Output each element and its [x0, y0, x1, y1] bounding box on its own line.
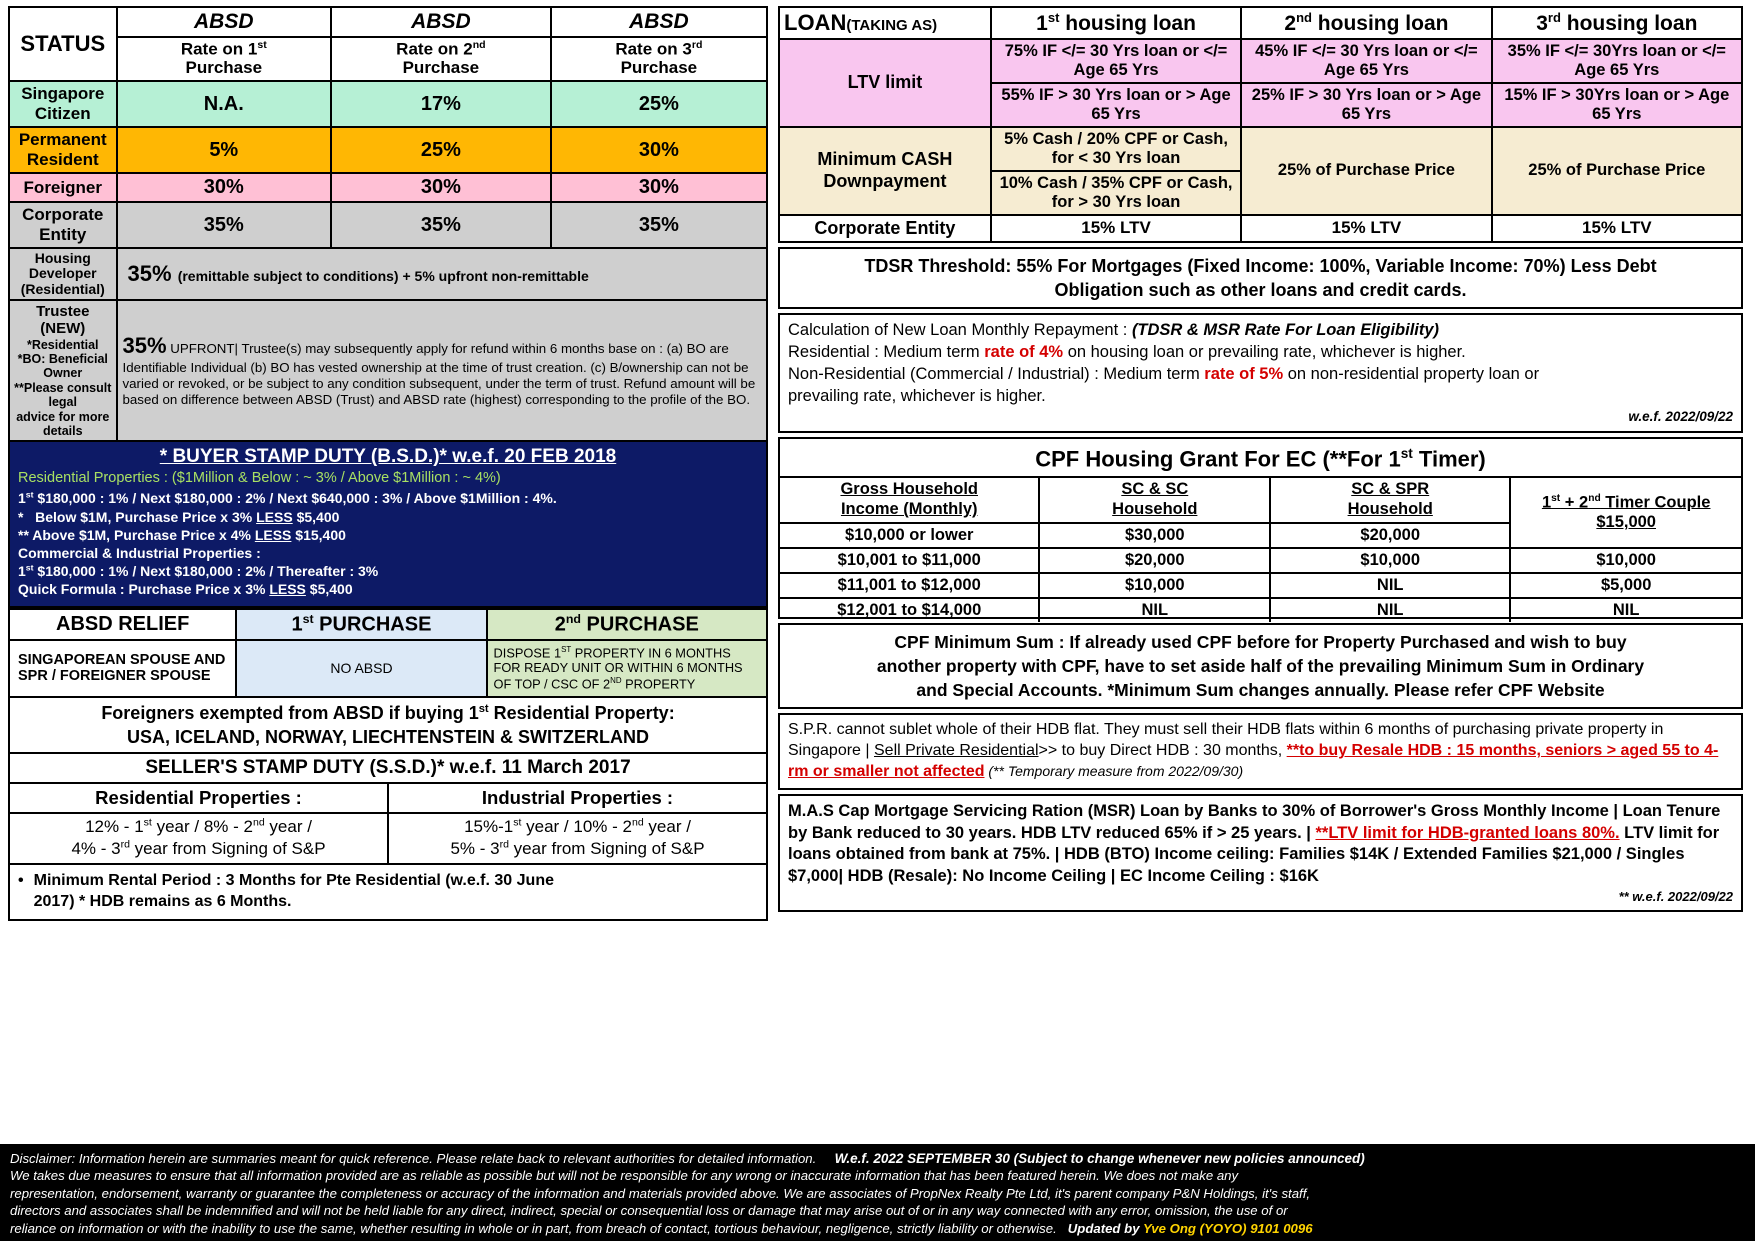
grant-r4-income: $12,001 to $14,000 — [780, 598, 1039, 622]
absd-label-3: ABSD — [551, 7, 767, 37]
fr-rate-3: 30% — [551, 173, 767, 202]
table-row — [779, 39, 1742, 83]
ce-rate-2: 35% — [331, 202, 551, 248]
trustee-value: 35% UPFRONT| Trustee(s) may subsequently apply for refund within 6 months base on : (a) BO are Identifiable Individual (b) BO has vested ownership at the time of trust creation. (c) B/ownership can not be varied or revoked, or be subject to any condition subsequent, under the term of trust. Refund amount will be based on difference between ABSD (Trust) and ABSD rate (highest) corresponding to the profile of the BO. — [117, 300, 767, 441]
spr-note-c: >> to buy Direct HDB : 30 months, — [1038, 742, 1287, 760]
mas-note-highlight: **LTV limit for HDB-granted loans 80%. — [1315, 823, 1620, 842]
disclaimer-line-3: representation, endorsement, warranty or guarantee the completeness or accuracy of the information and materials provided above. We are associates of PropNex Realty Pte Ltd, it's parent company P&N Holdings, it's staff, — [10, 1185, 1311, 1201]
bsd-line-5: 1st $180,000 : 1% / Next $180,000 : 2% / Thereafter : 3% — [18, 562, 379, 580]
table-row — [9, 813, 767, 863]
absd-header-row-2 — [9, 37, 767, 81]
table-row — [780, 548, 1741, 573]
spr-note-temp: (** Temporary measure from 2022/09/30) — [984, 762, 1244, 779]
right-column — [778, 6, 1743, 912]
table-row — [779, 127, 1742, 171]
disclaimer-bar — [0, 1144, 1755, 1241]
loan-corporate-entity-label: Corporate Entity — [779, 215, 991, 242]
relief-header-row — [9, 609, 767, 640]
grant-r2-income: $10,001 to $11,000 — [780, 548, 1039, 573]
fr-rate-1: 30% — [117, 173, 332, 202]
cash-1-b: 10% Cash / 35% CPF or Cash, for > 30 Yrs loan — [991, 171, 1241, 215]
ssd-residential-values: 12% - 1st year / 8% - 2nd year / 4% - 3rd year from Signing of S&P — [9, 813, 388, 863]
absd-col-head-2: Rate on 2nd Purchase — [331, 37, 551, 81]
buyer-stamp-duty-block — [8, 442, 768, 608]
loan-col-1: 1st housing loan — [991, 7, 1241, 39]
cash-2: 25% of Purchase Price — [1241, 127, 1491, 215]
mas-note-a: M.A.S Cap Mortgage Servicing Ration (MSR) Loan by Banks to 30% of Borrower's Gross Monthly Income | Loan Tenure by Bank reduced to 30 years. HDB LTV reduced 65% if > 25 years. | — [788, 801, 1721, 842]
ltv-3-a: 35% IF </= 30Yrs loan or </= Age 65 Yrs — [1492, 39, 1742, 83]
disclaimer-line-5: reliance on information or with the inability to use the same, whether resulting in whole or in part, from breach of contact, tortious behaviour, negligence, strictly liability or otherwise. Updated by Yve Ong (YOYO) 9101 0096 — [10, 1220, 1313, 1236]
pr-rate-2: 25% — [331, 127, 551, 173]
mas-wef: ** w.e.f. 2022/09/22 — [1618, 888, 1733, 904]
table-row — [9, 300, 767, 441]
relief-second-purchase-value: DISPOSE 1ST PROPERTY IN 6 MONTHS FOR READY UNIT OR WITHIN 6 MONTHS OF TOP / CSC OF 2ND PROPERTY — [487, 640, 767, 697]
absd-relief-table — [8, 608, 768, 697]
grant-r1-scsc: $30,000 — [1039, 523, 1270, 548]
foreigner-exempt-band — [8, 698, 768, 755]
housing-developer-value: 35% (remittable subject to conditions) + 5% upfront non-remittable — [117, 248, 767, 300]
cpf-grant-table — [780, 476, 1741, 622]
exempt-line-2: USA, ICELAND, NORWAY, LIECHTENSTEIN & SWITZERLAND — [126, 727, 650, 748]
bsd-line-2: * Below $1M, Purchase Price x 3% LESS $5,400 — [18, 508, 340, 525]
table-row — [9, 202, 767, 248]
absd-header-row-1 — [9, 7, 767, 37]
loan-col-2: 2nd housing loan — [1241, 7, 1491, 39]
grant-header-row — [780, 477, 1741, 523]
ssd-residential-header: Residential Properties : — [9, 784, 388, 813]
grant-r3-scspr: NIL — [1270, 573, 1510, 598]
grant-r4-couple: NIL — [1510, 598, 1741, 622]
calc-line-2: Residential : Medium term rate of 4% on housing loan or prevailing rate, whichever is higher. — [788, 343, 1466, 362]
sc-rate-2: 17% — [331, 81, 551, 127]
author-credit: Yve Ong (YOYO) 9101 0096 — [1142, 1220, 1313, 1236]
status-singapore-citizen: Singapore Citizen — [9, 81, 117, 127]
bsd-line-6: Quick Formula : Purchase Price x 3% LESS $5,400 — [18, 581, 353, 598]
ltv-2-a: 45% IF </= 30 Yrs loan or </= Age 65 Yrs — [1241, 39, 1491, 83]
tdsr-line-1: TDSR Threshold: 55% For Mortgages (Fixed Income: 100%, Variable Income: 70%) Less Debt — [864, 255, 1657, 276]
disclaimer-line-4: directors and associates shall be indemnified and will not be held liable for any direct, indirect, special or consequential loss or damage that may arise out of or in any way connected with any error, omission, the use of or — [10, 1203, 1288, 1219]
ssd-table — [8, 784, 768, 864]
sc-rate-3: 25% — [551, 81, 767, 127]
relief-second-purchase-header: 2nd PURCHASE — [487, 609, 767, 640]
table-row — [9, 248, 767, 300]
spr-note-a: S.P.R. cannot sublet whole of their HDB flat. They must sell their HDB flats within 6 months of purchasing private property in Singapore | — [788, 721, 1664, 760]
grant-r1-scspr: $20,000 — [1270, 523, 1510, 548]
absd-label-1: ABSD — [117, 7, 332, 37]
ssd-industrial-values: 15%-1st year / 10% - 2nd year / 5% - 3rd year from Signing of S&P — [388, 813, 767, 863]
calc-line-4: prevailing rate, whichever is higher. — [788, 387, 1046, 406]
table-row — [9, 81, 767, 127]
pr-rate-1: 5% — [117, 127, 332, 173]
cash-3: 25% of Purchase Price — [1492, 127, 1742, 215]
mas-msr-note-box — [778, 794, 1743, 912]
grant-head-sc-spr: SC & SPR Household — [1270, 477, 1510, 523]
grant-r3-couple: $5,000 — [1510, 573, 1741, 598]
bullet-icon: • — [18, 871, 24, 889]
grant-r1-income: $10,000 or lower — [780, 523, 1039, 548]
absd-status-header: STATUS — [9, 7, 117, 81]
grant-r2-couple: $10,000 — [1510, 548, 1741, 573]
grant-r4-scspr: NIL — [1270, 598, 1510, 622]
tdsr-line-2: Obligation such as other loans and credit cards. — [1054, 280, 1467, 301]
cpf-min-line-2: another property with CPF, have to set aside half of the prevailing Minimum Sum in Ordinary — [876, 656, 1645, 677]
ssd-title: SELLER'S STAMP DUTY (S.S.D.)* w.e.f. 11 March 2017 — [8, 754, 768, 784]
grant-head-sc-sc: SC & SC Household — [1039, 477, 1270, 523]
loan-ce-3: 15% LTV — [1492, 215, 1742, 242]
calc-line-3: Non-Residential (Commercial / Industrial) : Medium term rate of 5% on non-residential property loan or — [788, 365, 1540, 384]
ce-rate-1: 35% — [117, 202, 332, 248]
bsd-residential-summary: Residential Properties : ($1Million & Below : ~ 3% / Above $1Million : ~ 4%) — [18, 470, 501, 487]
spr-note-link[interactable]: Sell Private Residential — [874, 742, 1039, 760]
grant-r4-scsc: NIL — [1039, 598, 1270, 622]
spr-note-highlight: **to buy Resale HDB : 15 months, seniors > aged 55 to 4-rm or smaller not affected — [788, 742, 1719, 780]
ce-rate-3: 35% — [551, 202, 767, 248]
min-cash-downpayment-label: Minimum CASH Downpayment — [779, 127, 991, 215]
bsd-line-4: Commercial & Industrial Properties : — [18, 544, 261, 561]
exempt-line-1: Foreigners exempted from ABSD if buying 1st Residential Property: — [101, 702, 675, 723]
tdsr-threshold-box — [778, 247, 1743, 310]
sc-rate-1: N.A. — [117, 81, 332, 127]
bsd-line-3: ** Above $1M, Purchase Price x 4% LESS $15,400 — [18, 526, 346, 543]
loan-col-3: 3rd housing loan — [1492, 7, 1742, 39]
cpf-grant-title: CPF Housing Grant For EC (**For 1st Timer) — [1035, 446, 1486, 472]
relief-row-label: SINGAPOREAN SPOUSE AND SPR / FOREIGNER SPOUSE — [9, 640, 236, 697]
left-column — [8, 6, 768, 921]
cpf-min-line-3: and Special Accounts. *Minimum Sum changes annually. Please refer CPF Website — [916, 680, 1605, 701]
loan-ce-1: 15% LTV — [991, 215, 1241, 242]
loan-ltv-table — [778, 6, 1743, 243]
grant-r3-income: $11,001 to $12,000 — [780, 573, 1039, 598]
status-housing-developer: Housing Developer (Residential) — [9, 248, 117, 300]
ltv-3-b: 15% IF > 30Yrs loan or > Age 65 Yrs — [1492, 83, 1742, 127]
calc-wef: w.e.f. 2022/09/22 — [1628, 409, 1733, 425]
pr-rate-3: 30% — [551, 127, 767, 173]
disclaimer-line-2: We takes due measures to ensure that all information provided are as reliable as possible but will not be responsible for any wrong or inaccurate information that has been featured herein. We does not make any — [10, 1168, 1239, 1184]
cpf-grant-box — [778, 437, 1743, 619]
ssd-industrial-header: Industrial Properties : — [388, 784, 767, 813]
grant-head-income: Gross Household Income (Monthly) — [780, 477, 1039, 523]
spr-hdb-note-box — [778, 713, 1743, 789]
table-row — [779, 215, 1742, 242]
relief-title: ABSD RELIEF — [9, 609, 236, 640]
grant-r2-scsc: $20,000 — [1039, 548, 1270, 573]
fr-rate-2: 30% — [331, 173, 551, 202]
loan-corner-header: LOAN(TAKING AS) — [779, 7, 991, 39]
mas-note-c: LTV limit for loans obtained from bank at 75%. | HDB (BTO) Income ceiling: Families $14K / Extended Families $21,000 / Singles $7,000| HDB (Resale): No Income Ceiling | EC Income Ceiling : $16K — [788, 823, 1720, 886]
table-row — [780, 598, 1741, 622]
ltv-1-a: 75% IF </= 30 Yrs loan or </= Age 65 Yrs — [991, 39, 1241, 83]
absd-rates-table — [8, 6, 768, 442]
table-row — [9, 173, 767, 202]
cpf-min-line-1: CPF Minimum Sum : If already used CPF before for Property Purchased and wish to buy — [894, 631, 1627, 652]
grant-head-timer-couple: 1st + 2nd Timer Couple $15,000 — [1510, 477, 1741, 548]
ssd-header-row — [9, 784, 767, 813]
table-row — [780, 573, 1741, 598]
table-row — [9, 640, 767, 697]
loan-header-row — [779, 7, 1742, 39]
loan-repayment-calc-box — [778, 313, 1743, 433]
rental-note-line-2: 2017) * HDB remains as 6 Months. — [33, 893, 292, 911]
status-permanent-resident: Permanent Resident — [9, 127, 117, 173]
absd-col-head-1: Rate on 1st Purchase — [117, 37, 332, 81]
table-row — [9, 127, 767, 173]
bsd-line-1: 1st $180,000 : 1% / Next $180,000 : 2% / Next $640,000 : 3% / Above $1Million : 4%. — [18, 489, 557, 507]
absd-col-head-3: Rate on 3rd Purchase — [551, 37, 767, 81]
grant-r2-scspr: $10,000 — [1270, 548, 1510, 573]
relief-first-purchase-header: 1st PURCHASE — [236, 609, 486, 640]
rental-note-line-1: Minimum Rental Period : 3 Months for Pte Residential (w.e.f. 30 June — [33, 871, 554, 889]
loan-ce-2: 15% LTV — [1241, 215, 1491, 242]
cash-1-a: 5% Cash / 20% CPF or Cash, for < 30 Yrs loan — [991, 127, 1241, 171]
status-trustee: Trustee (NEW) *Residential *BO: Beneficial Owner **Please consult legal advice for more details — [9, 300, 117, 441]
bsd-title: * BUYER STAMP DUTY (B.S.D.)* w.e.f. 20 FEB 2018 — [159, 446, 617, 468]
cpf-minimum-sum-box — [778, 623, 1743, 709]
rental-period-note — [8, 865, 768, 921]
absd-label-2: ABSD — [331, 7, 551, 37]
status-foreigner: Foreigner — [9, 173, 117, 202]
ltv-limit-label: LTV limit — [779, 39, 991, 127]
disclaimer-line-1: Disclaimer: Information herein are summaries meant for quick reference. Please relate back to relevant authorities for detailed information. W.e.f. 2022 SEPTEMBER 30 (Subject to change whenever new policies announced) — [10, 1150, 1365, 1166]
status-corporate-entity: Corporate Entity — [9, 202, 117, 248]
ltv-1-b: 55% IF > 30 Yrs loan or > Age 65 Yrs — [991, 83, 1241, 127]
grant-r3-scsc: $10,000 — [1039, 573, 1270, 598]
relief-first-purchase-value: NO ABSD — [236, 640, 486, 697]
calc-line-1: Calculation of New Loan Monthly Repayment : (TDSR & MSR Rate For Loan Eligibility) — [788, 321, 1440, 340]
ltv-2-b: 25% IF > 30 Yrs loan or > Age 65 Yrs — [1241, 83, 1491, 127]
